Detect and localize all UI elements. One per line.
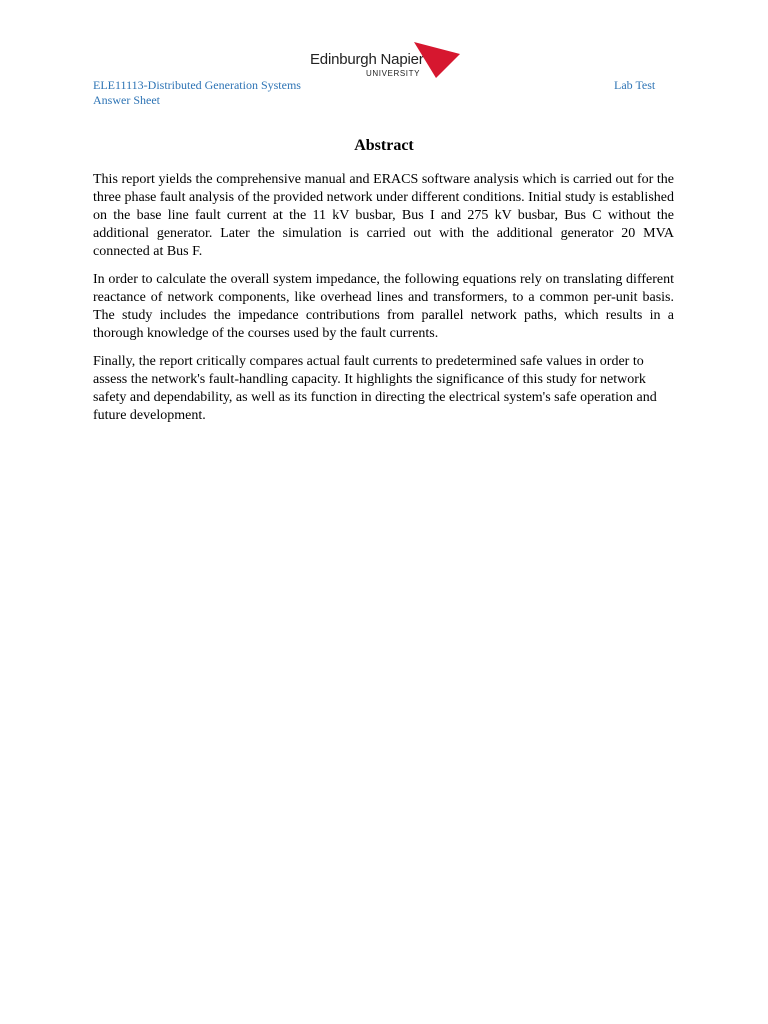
university-logo <box>308 40 460 82</box>
abstract-paragraph: Finally, the report critically compares actual fault currents to predetermined safe values in order to assess the network's fault-handling capacity. It highlights the significance of this study for network safety and dependability, as well as its function in directing the electrical system's safe operation and future development. <box>93 354 657 423</box>
header-doc-type: Answer Sheet <box>93 93 160 107</box>
header-course: ELE11113-Distributed Generation Systems <box>93 78 301 92</box>
logo-name: Edinburgh Napier <box>310 51 424 68</box>
abstract-paragraph: In order to calculate the overall system impedance, the following equations rely on translating different reactance of network components, like overhead lines and transformers, to a common per-unit basis. The study includes the impedance contributions from parallel network paths, which results in a thorough knowledge of the courses used by the fault currents. <box>93 272 674 341</box>
page-title: Abstract <box>354 137 414 154</box>
header-course-info <box>93 78 301 108</box>
abstract-paragraph: This report yields the comprehensive manual and ERACS software analysis which is carried out for the three phase fault analysis of the provided network under different conditions. Initial study is established on the base line fault current at the 11 kV busbar, Bus I and 275 kV busbar, Bus C without the additional generator. Later the simulation is carried out with the additional generator 20 MVA connected at Bus F. <box>93 172 674 259</box>
abstract-body <box>93 171 674 435</box>
header-lab-test: Lab Test <box>614 78 656 92</box>
logo-subtitle: UNIVERSITY <box>366 69 421 78</box>
logo-mark-icon <box>414 42 460 80</box>
